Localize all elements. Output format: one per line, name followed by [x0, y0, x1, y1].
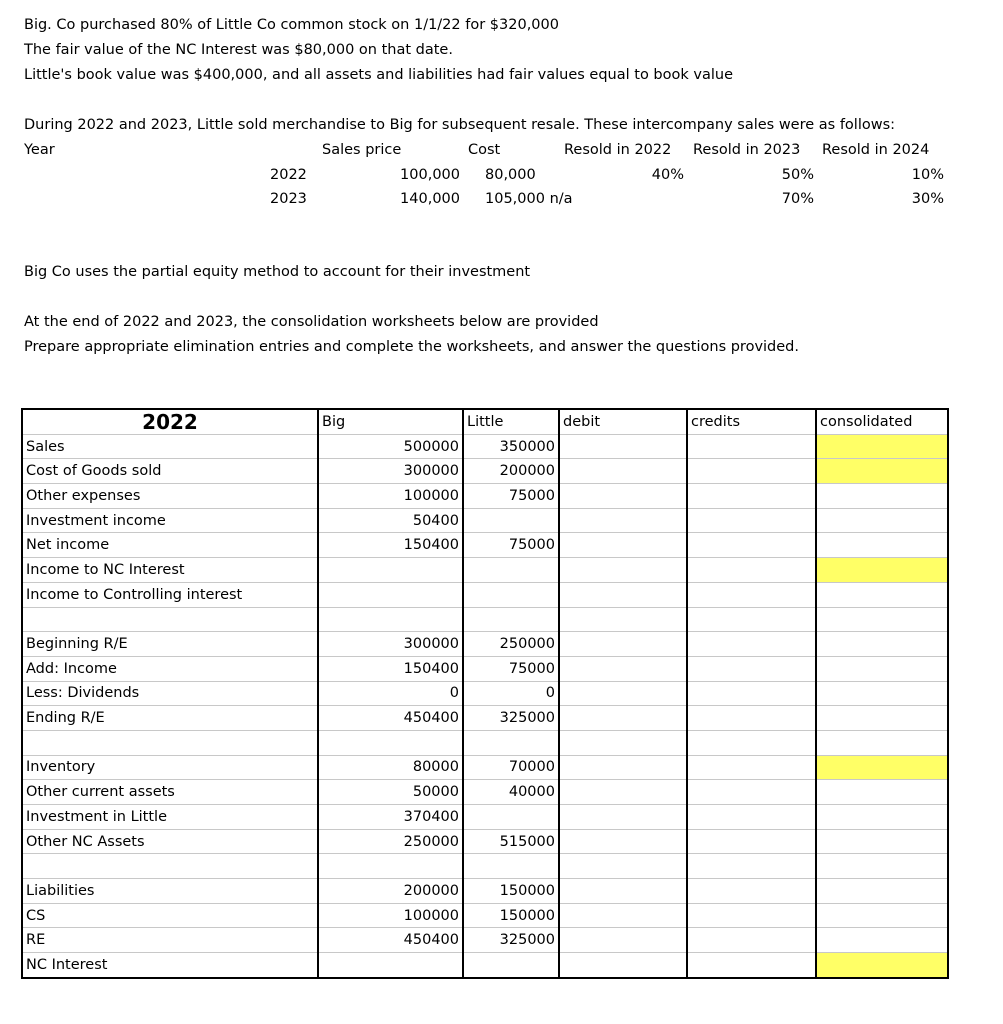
little-value[interactable]: 200000: [463, 459, 559, 484]
little-value[interactable]: [463, 730, 559, 755]
consolidation-worksheet: [21, 408, 949, 979]
worksheet-year: 2022: [22, 409, 318, 434]
worksheet-row: [22, 805, 948, 830]
little-value[interactable]: 250000: [463, 632, 559, 657]
row-label: Liabilities: [22, 879, 318, 904]
row-label: [22, 854, 318, 879]
big-value[interactable]: [318, 607, 463, 632]
row-label: Income to Controlling interest: [22, 582, 318, 607]
worksheet-row: [22, 706, 948, 731]
little-value[interactable]: 350000: [463, 434, 559, 459]
big-value[interactable]: 100000: [318, 484, 463, 509]
consolidated-cell[interactable]: [816, 953, 948, 978]
row-label: Cost of Goods sold: [22, 459, 318, 484]
intro-line-1: Big. Co purchased 80% of Little Co common stock on 1/1/22 for $320,000: [24, 17, 559, 33]
worksheet-row: [22, 780, 948, 805]
sales-intro: During 2022 and 2023, Little sold merchandise to Big for subsequent resale. These intercompany sales were as follows:: [24, 117, 896, 133]
worksheet-row: [22, 656, 948, 681]
big-value[interactable]: 200000: [318, 879, 463, 904]
consolidated-cell[interactable]: [816, 854, 948, 879]
big-value[interactable]: 150400: [318, 533, 463, 558]
worksheet-row: [22, 459, 948, 484]
little-value[interactable]: 515000: [463, 829, 559, 854]
big-value[interactable]: [318, 582, 463, 607]
instructions-line-1: At the end of 2022 and 2023, the consolidation worksheets below are provided: [24, 314, 599, 330]
sales-row-2023-resold-2023: 70%: [781, 191, 814, 207]
worksheet-row: [22, 829, 948, 854]
big-value[interactable]: 0: [318, 681, 463, 706]
debit-cell[interactable]: [559, 508, 687, 533]
worksheet-row: [22, 854, 948, 879]
big-value[interactable]: 370400: [318, 805, 463, 830]
row-label: Net income: [22, 533, 318, 558]
little-value[interactable]: 75000: [463, 533, 559, 558]
big-value[interactable]: 150400: [318, 656, 463, 681]
sales-header-cost: Cost: [468, 142, 501, 158]
sales-header-year: Year: [24, 142, 55, 158]
consolidated-cell[interactable]: [816, 879, 948, 904]
credits-cell[interactable]: [687, 854, 816, 879]
intro-line-3: Little's book value was $400,000, and all assets and liabilities had fair values equal to book value: [24, 67, 733, 83]
little-value[interactable]: 70000: [463, 755, 559, 780]
credits-cell[interactable]: [687, 706, 816, 731]
row-label: Other current assets: [22, 780, 318, 805]
row-label: Add: Income: [22, 656, 318, 681]
little-value[interactable]: 325000: [463, 706, 559, 731]
sales-row-2022-price: 100,000: [400, 167, 460, 183]
debit-cell[interactable]: [559, 879, 687, 904]
credits-cell[interactable]: [687, 632, 816, 657]
intro-line-2: The fair value of the NC Interest was $80,000 on that date.: [24, 42, 453, 58]
row-label: Other expenses: [22, 484, 318, 509]
debit-cell[interactable]: [559, 434, 687, 459]
sales-row-2023-year: 2023: [270, 191, 307, 207]
credits-cell[interactable]: [687, 879, 816, 904]
worksheet-row: [22, 879, 948, 904]
sales-row-2022-resold-2022: 40%: [651, 167, 684, 183]
consolidated-cell[interactable]: [816, 706, 948, 731]
row-label: Less: Dividends: [22, 681, 318, 706]
row-label: Sales: [22, 434, 318, 459]
debit-cell[interactable]: [559, 607, 687, 632]
sales-row-2022-resold-2024: 10%: [911, 167, 944, 183]
sales-row-2023-resold-2024: 30%: [911, 191, 944, 207]
credits-cell[interactable]: [687, 533, 816, 558]
big-value[interactable]: [318, 730, 463, 755]
big-value[interactable]: 450400: [318, 928, 463, 953]
sales-row-2023-price: 140,000: [400, 191, 460, 207]
credits-cell[interactable]: [687, 434, 816, 459]
sales-row-2023-cost: 105,000 n/a: [485, 191, 573, 207]
little-value[interactable]: [463, 607, 559, 632]
row-label: [22, 730, 318, 755]
worksheet-row: [22, 903, 948, 928]
worksheet-row: [22, 730, 948, 755]
consolidated-cell[interactable]: [816, 681, 948, 706]
row-label: Income to NC Interest: [22, 558, 318, 583]
consolidated-cell[interactable]: [816, 829, 948, 854]
little-value[interactable]: 150000: [463, 879, 559, 904]
consolidated-cell[interactable]: [816, 755, 948, 780]
debit-cell[interactable]: [559, 706, 687, 731]
little-value[interactable]: 75000: [463, 484, 559, 509]
worksheet-row: [22, 928, 948, 953]
consolidated-cell[interactable]: [816, 656, 948, 681]
consolidated-cell[interactable]: [816, 903, 948, 928]
header-debit: debit: [559, 409, 687, 434]
credits-cell[interactable]: [687, 582, 816, 607]
worksheet-row: [22, 582, 948, 607]
consolidated-cell[interactable]: [816, 459, 948, 484]
consolidated-cell[interactable]: [816, 607, 948, 632]
worksheet-header-row: [22, 409, 948, 434]
worksheet-row: [22, 755, 948, 780]
little-value[interactable]: 75000: [463, 656, 559, 681]
debit-cell[interactable]: [559, 681, 687, 706]
debit-cell[interactable]: [559, 829, 687, 854]
consolidated-cell[interactable]: [816, 558, 948, 583]
little-value[interactable]: 40000: [463, 780, 559, 805]
row-label: NC Interest: [22, 953, 318, 978]
consolidated-cell[interactable]: [816, 582, 948, 607]
sales-row-2022-resold-2023: 50%: [781, 167, 814, 183]
credits-cell[interactable]: [687, 607, 816, 632]
little-value[interactable]: [463, 854, 559, 879]
row-label: CS: [22, 903, 318, 928]
sales-header-resold-2023: Resold in 2023: [693, 142, 801, 158]
method-note: Big Co uses the partial equity method to account for their investment: [24, 264, 531, 280]
consolidated-cell[interactable]: [816, 632, 948, 657]
big-value[interactable]: 500000: [318, 434, 463, 459]
little-value[interactable]: 150000: [463, 903, 559, 928]
row-label: Investment in Little: [22, 805, 318, 830]
credits-cell[interactable]: [687, 459, 816, 484]
credits-cell[interactable]: [687, 656, 816, 681]
worksheet-row: [22, 484, 948, 509]
little-value[interactable]: [463, 558, 559, 583]
debit-cell[interactable]: [559, 780, 687, 805]
debit-cell[interactable]: [559, 755, 687, 780]
credits-cell[interactable]: [687, 805, 816, 830]
debit-cell[interactable]: [559, 730, 687, 755]
credits-cell[interactable]: [687, 928, 816, 953]
header-little: Little: [463, 409, 559, 434]
header-big: Big: [318, 409, 463, 434]
consolidated-cell[interactable]: [816, 805, 948, 830]
row-label: [22, 607, 318, 632]
worksheet-row: [22, 533, 948, 558]
row-label: RE: [22, 928, 318, 953]
credits-cell[interactable]: [687, 681, 816, 706]
debit-cell[interactable]: [559, 903, 687, 928]
credits-cell[interactable]: [687, 508, 816, 533]
row-label: Inventory: [22, 755, 318, 780]
header-consolidated: consolidated: [816, 409, 948, 434]
little-value[interactable]: 0: [463, 681, 559, 706]
consolidated-cell[interactable]: [816, 533, 948, 558]
big-value[interactable]: 80000: [318, 755, 463, 780]
debit-cell[interactable]: [559, 656, 687, 681]
credits-cell[interactable]: [687, 903, 816, 928]
worksheet-row: [22, 953, 948, 978]
credits-cell[interactable]: [687, 780, 816, 805]
big-value[interactable]: 300000: [318, 459, 463, 484]
debit-cell[interactable]: [559, 558, 687, 583]
debit-cell[interactable]: [559, 854, 687, 879]
debit-cell[interactable]: [559, 805, 687, 830]
credits-cell[interactable]: [687, 558, 816, 583]
little-value[interactable]: [463, 953, 559, 978]
sales-header-resold-2024: Resold in 2024: [822, 142, 930, 158]
little-value[interactable]: [463, 582, 559, 607]
credits-cell[interactable]: [687, 755, 816, 780]
big-value[interactable]: 50000: [318, 780, 463, 805]
row-label: Beginning R/E: [22, 632, 318, 657]
debit-cell[interactable]: [559, 484, 687, 509]
row-label: Other NC Assets: [22, 829, 318, 854]
sales-header-resold-2022: Resold in 2022: [564, 142, 672, 158]
debit-cell[interactable]: [559, 459, 687, 484]
row-label: Ending R/E: [22, 706, 318, 731]
credits-cell[interactable]: [687, 829, 816, 854]
instructions-line-2: Prepare appropriate elimination entries and complete the worksheets, and answer the questions provided.: [24, 339, 799, 355]
sales-header-price: Sales price: [322, 142, 402, 158]
little-value[interactable]: [463, 508, 559, 533]
big-value[interactable]: 50400: [318, 508, 463, 533]
little-value[interactable]: [463, 805, 559, 830]
big-value[interactable]: [318, 558, 463, 583]
big-value[interactable]: [318, 854, 463, 879]
worksheet-row: [22, 434, 948, 459]
big-value[interactable]: 250000: [318, 829, 463, 854]
worksheet-row: [22, 681, 948, 706]
consolidated-cell[interactable]: [816, 508, 948, 533]
debit-cell[interactable]: [559, 953, 687, 978]
credits-cell[interactable]: [687, 953, 816, 978]
worksheet-row: [22, 607, 948, 632]
big-value[interactable]: 300000: [318, 632, 463, 657]
sales-row-2022-year: 2022: [270, 167, 307, 183]
worksheet-row: [22, 632, 948, 657]
credits-cell[interactable]: [687, 730, 816, 755]
worksheet-row: [22, 508, 948, 533]
consolidated-cell[interactable]: [816, 730, 948, 755]
worksheet-row: [22, 558, 948, 583]
consolidated-cell[interactable]: [816, 434, 948, 459]
debit-cell[interactable]: [559, 632, 687, 657]
consolidated-cell[interactable]: [816, 780, 948, 805]
header-credits: credits: [687, 409, 816, 434]
big-value[interactable]: 100000: [318, 903, 463, 928]
big-value[interactable]: [318, 953, 463, 978]
debit-cell[interactable]: [559, 928, 687, 953]
consolidated-cell[interactable]: [816, 484, 948, 509]
sales-row-2022-cost: 80,000: [485, 167, 536, 183]
consolidated-cell[interactable]: [816, 928, 948, 953]
debit-cell[interactable]: [559, 533, 687, 558]
big-value[interactable]: 450400: [318, 706, 463, 731]
row-label: Investment income: [22, 508, 318, 533]
debit-cell[interactable]: [559, 582, 687, 607]
credits-cell[interactable]: [687, 484, 816, 509]
little-value[interactable]: 325000: [463, 928, 559, 953]
